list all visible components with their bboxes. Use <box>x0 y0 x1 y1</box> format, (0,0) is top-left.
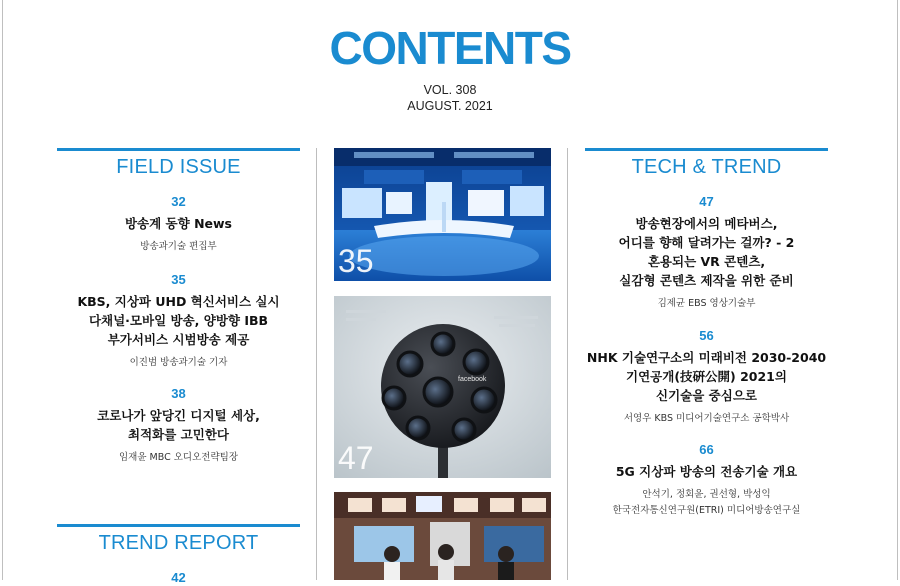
toc-entry[interactable] <box>57 570 300 586</box>
article-title: 코로나가 앞당긴 디지털 세상, 최적화를 고민한다 <box>97 408 260 442</box>
camera-brand-label: facebook <box>458 376 487 383</box>
page-number: 32 <box>171 194 186 209</box>
section-tech-trend <box>585 148 828 580</box>
studio-photo[interactable] <box>334 148 551 281</box>
page-number: 42 <box>171 570 186 585</box>
page-number: 38 <box>171 386 186 401</box>
article-byline: 서영우 KBS 미디어기술연구소 공학박사 <box>623 413 790 424</box>
section-field-issue <box>57 148 300 508</box>
page-number: 56 <box>699 328 714 343</box>
section-heading: FIELD ISSUE <box>116 156 241 178</box>
page-number: 47 <box>699 194 714 209</box>
article-byline: 이진범 방송과기술 기자 <box>129 357 228 368</box>
article-byline: 임재윤 MBC 오디오전략팀장 <box>119 452 238 463</box>
section-heading: TECH & TREND <box>631 156 782 178</box>
section-heading: TREND REPORT <box>98 532 259 554</box>
toc-entry[interactable] <box>585 442 828 517</box>
page-title: CONTENTS <box>329 22 571 74</box>
issue-date: AUGUST. 2021 <box>407 99 493 113</box>
article-title: NHK 기술연구소의 미래비전 2030-2040 기연공개(技硏公開) 2021의 신기술을 중심으로 <box>586 350 827 403</box>
section-rule <box>57 524 300 527</box>
toc-entry[interactable] <box>585 194 828 310</box>
meeting-room-image <box>334 492 551 580</box>
page-number: 35 <box>171 272 186 287</box>
article-byline: 김제균 EBS 영상기술부 <box>657 298 756 309</box>
section-rule <box>57 148 300 151</box>
photo-page-number: 47 <box>338 440 374 476</box>
article-byline: 방송과기술 편집부 <box>140 241 217 252</box>
article-title: 방송현장에서의 메타버스, 어디를 향해 달려가는 걸까? - 2 혼용되는 VR 콘텐츠, 실감형 콘텐츠 제작을 위한 준비 <box>618 216 795 288</box>
section-rule <box>585 148 828 151</box>
column-divider-left <box>316 148 317 580</box>
article-title: 5G 지상파 방송의 전송기술 개요 <box>615 464 798 479</box>
article-byline: 안석기, 정회윤, 권선형, 박성익 한국전자통신연구원(ETRI) 미디어방송연구실 <box>612 489 801 516</box>
meeting-room-photo[interactable] <box>334 492 551 580</box>
toc-entry[interactable] <box>57 386 300 464</box>
toc-entry[interactable] <box>57 272 300 369</box>
page-number: 66 <box>699 442 714 457</box>
masthead <box>0 22 900 74</box>
section-trend-report <box>57 524 300 585</box>
article-title: KBS, 지상파 UHD 혁신서비스 실시 다채널·모바일 방송, 양방향 IBB 부가서비스 시범방송 제공 <box>77 294 280 347</box>
vr-camera-photo[interactable] <box>334 296 551 478</box>
photo-page-number: 35 <box>338 243 374 279</box>
article-title: 방송계 동향 News <box>124 216 232 231</box>
toc-entry[interactable] <box>57 194 300 253</box>
column-divider-right <box>567 148 568 580</box>
volume-number: VOL. 308 <box>423 83 477 97</box>
toc-entry[interactable] <box>585 328 828 425</box>
